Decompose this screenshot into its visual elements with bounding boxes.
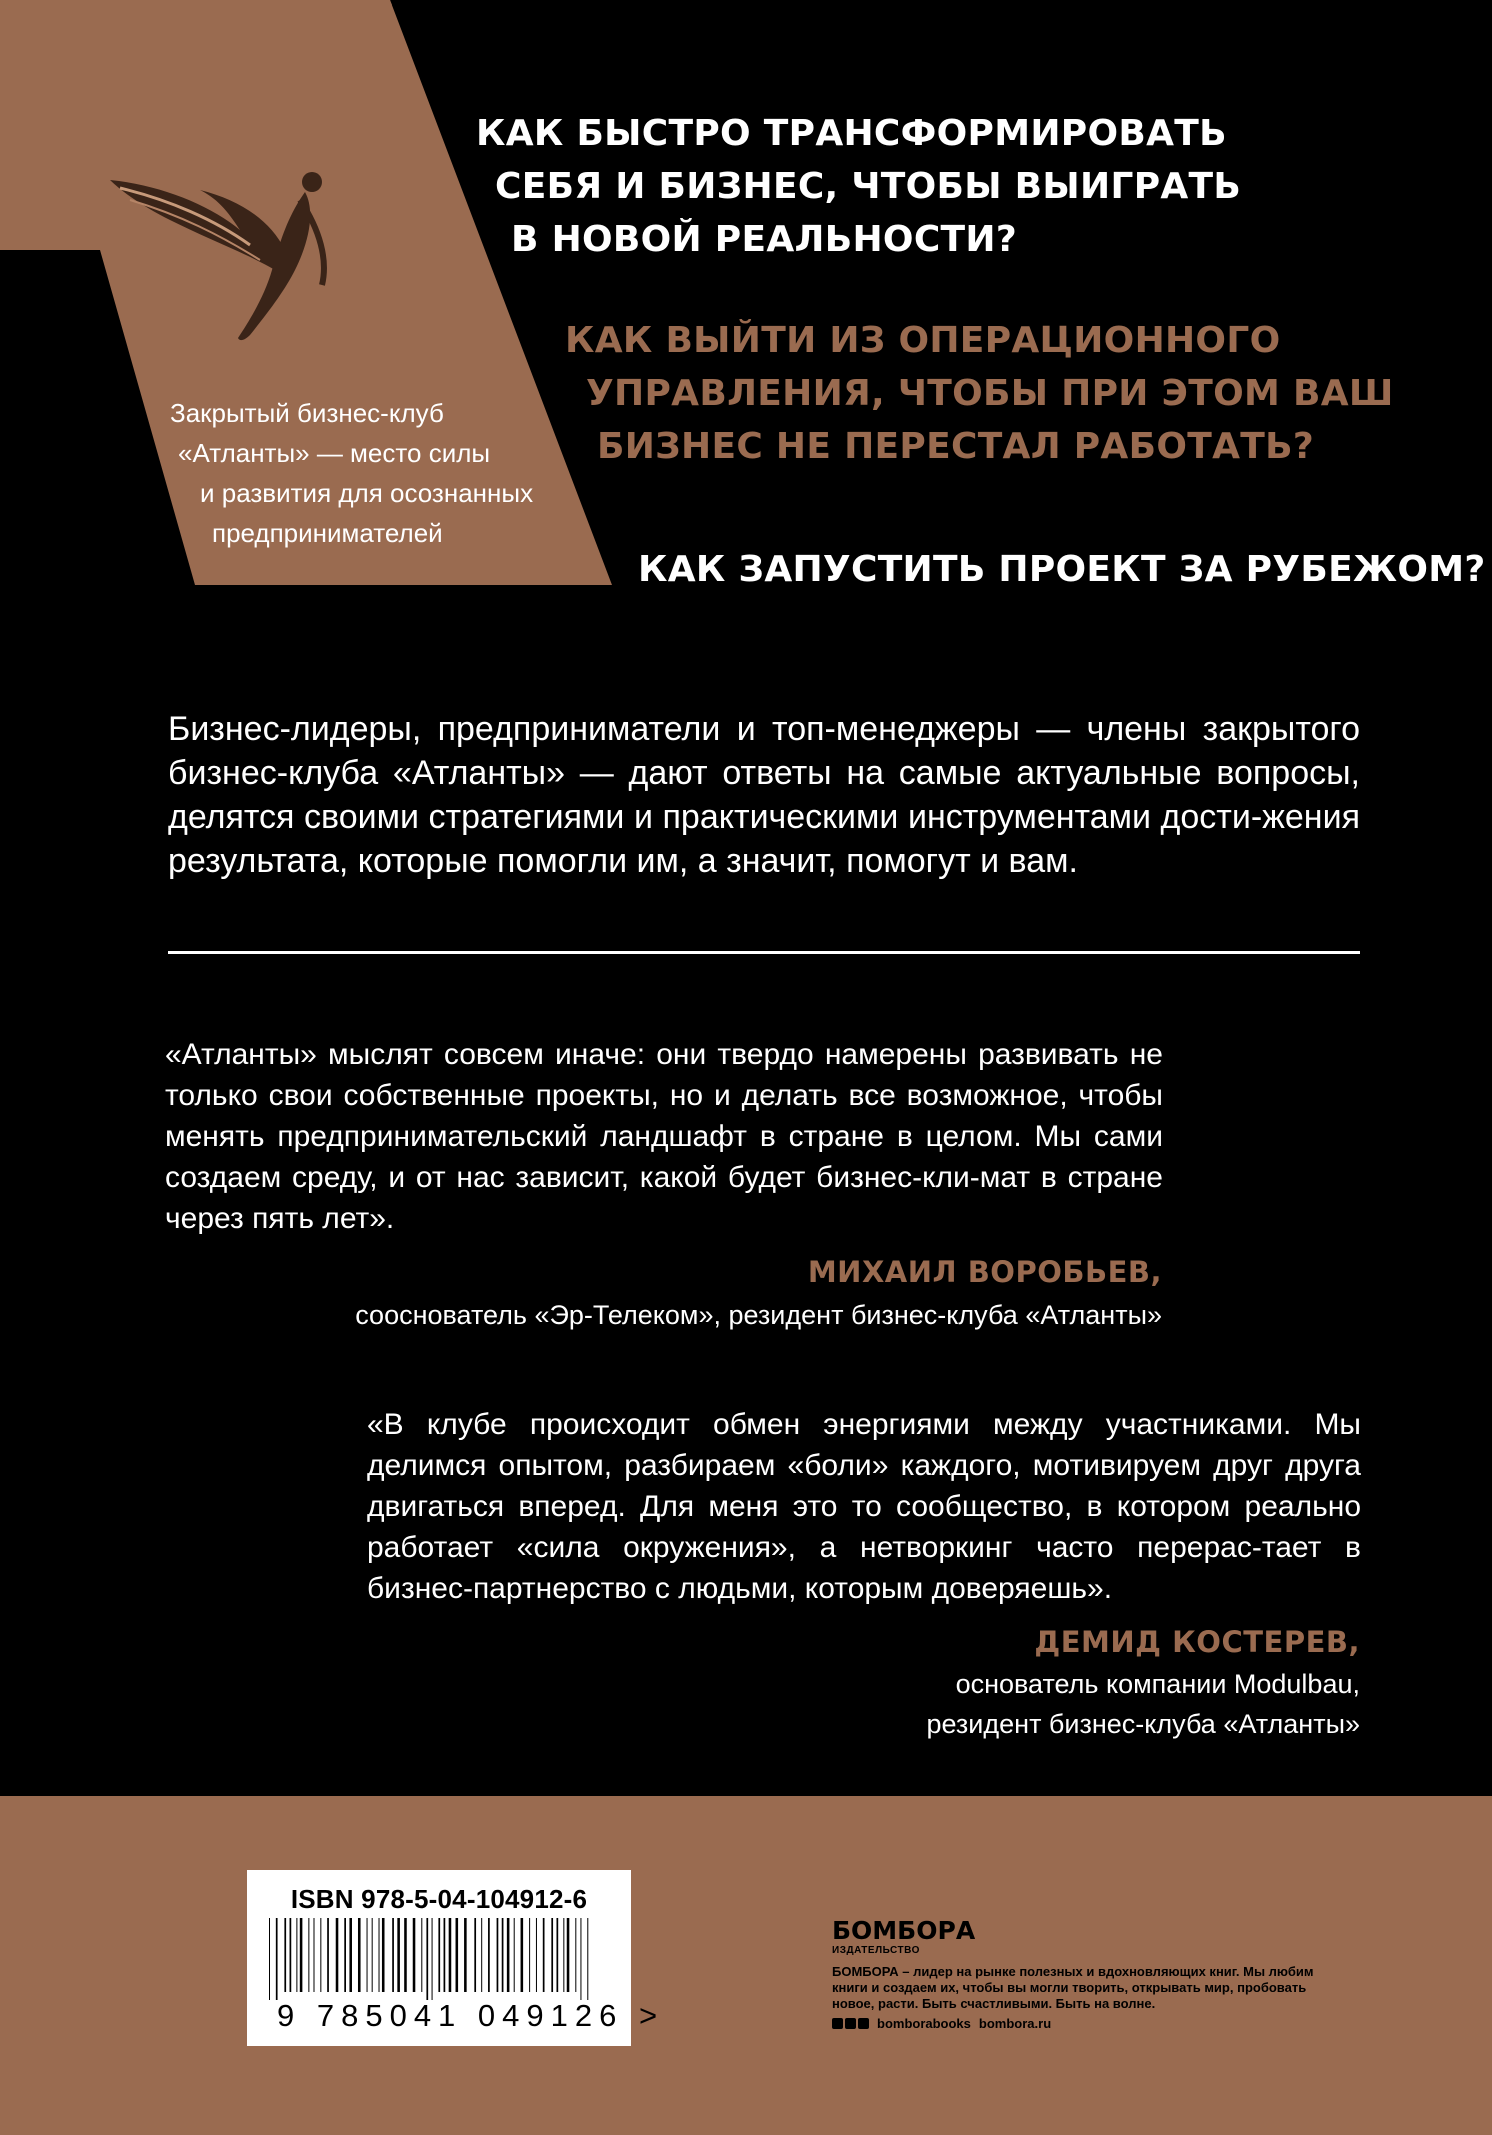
- quote-1-author: МИХАИЛ ВОРОБЬЕВ,: [807, 1255, 1162, 1289]
- question-2: [565, 314, 1394, 473]
- question-line: УПРАВЛЕНИЯ, ЧТОБЫ ПРИ ЭТОМ ВАШ: [586, 373, 1394, 414]
- divider: [168, 951, 1360, 954]
- barcode-bar: [556, 1918, 558, 1992]
- quote-2-text: «В клубе происходит обмен энергиями между участниками. Мы делимся опытом, разбираем «боли» каждого, мотивируем друг друга двигаться вперед. Для меня это то сообщество, в котором реально работает «сила окружения», а нетворкинг часто перерас-тает в бизнес-партнерство с людьми, которым доверяешь».: [367, 1408, 1361, 1605]
- intro-paragraph: Бизнес-лидеры, предприниматели и топ-менеджеры — члены закрытого бизнес-клуба «Атланты» — дают ответы на самые актуальные вопросы, делятся своими стратегиями и практическими инструментами дости-жения результата, которые помогли им, а значит, помогут и вам.: [168, 710, 1360, 880]
- youtube-icon: [845, 2018, 856, 2029]
- barcode-bar: [474, 1918, 476, 1992]
- barcode-bar: [308, 1918, 309, 1992]
- quote-2-role-line-1: основатель компании Modulbau,: [955, 1669, 1360, 1699]
- barcode-bar: [497, 1918, 499, 1992]
- barcode-bar: [529, 1918, 530, 1992]
- barcode-bar: [514, 1918, 515, 1992]
- question-3: [638, 543, 1486, 596]
- question-line: СЕБЯ И БИЗНЕС, ЧТОБЫ ВЫИГРАТЬ: [495, 166, 1242, 207]
- barcode-bar: [580, 1918, 581, 2000]
- barcode-bar: [432, 1918, 433, 2000]
- club-line: и развития для осознанных: [200, 478, 534, 508]
- barcode-bar: [481, 1918, 482, 1992]
- barcode-bar: [276, 1918, 278, 2000]
- barcode-bar: [507, 1918, 510, 1992]
- barcode-bar: [300, 1918, 303, 1992]
- quote-1-role: сооснователь «Эр-Телеком», резидент бизнес-клуба «Атланты»: [355, 1300, 1162, 1330]
- barcode-bar: [404, 1918, 407, 1992]
- barcode-bar: [392, 1918, 394, 1992]
- barcode-bar: [349, 1918, 352, 1992]
- vk-icon: [832, 2018, 843, 2029]
- barcode-bar: [426, 1918, 428, 2000]
- isbn-label: ISBN 978-5-04-104912-6: [290, 1884, 588, 1914]
- publisher-site[interactable]: bombora.ru: [978, 2016, 1052, 2031]
- barcode-bar: [421, 1918, 422, 1992]
- winged-figure-icon: [100, 160, 350, 360]
- barcode-bar: [336, 1918, 339, 1992]
- barcode-bar: [464, 1918, 467, 1992]
- barcode-bar: [269, 1918, 270, 2000]
- club-description: [0, 393, 610, 553]
- quote-2-role-line-2: резидент бизнес-клуба «Атланты»: [926, 1709, 1360, 1739]
- barcode-box: [247, 1870, 665, 2046]
- question-line: КАК ЗАПУСТИТЬ ПРОЕКТ ЗА РУБЕЖОМ?: [638, 549, 1486, 590]
- barcode-bar: [367, 1918, 368, 1992]
- barcode-bar: [587, 1918, 588, 2000]
- barcode-bar: [358, 1918, 361, 1992]
- barcode-bar: [284, 1918, 286, 1992]
- club-line: предпринимателей: [212, 518, 443, 548]
- barcode-bar: [563, 1918, 564, 1992]
- social-handle[interactable]: bomborabooks: [877, 2016, 971, 2031]
- barcode-bar: [488, 1918, 490, 1992]
- quote-1-text: «Атланты» мыслят совсем иначе: они твердо намерены развивать не только свои собственные проекты, но и делать все возможное, чтобы менять предпринимательский ландшафт в стране в целом. Мы сами создаем среду, и от нас зависит, какой будет бизнес-кли-мат в стране через пять лет».: [165, 1038, 1163, 1235]
- band-top: [0, 0, 392, 5]
- barcode-bar: [543, 1918, 545, 1992]
- barcode-bar: [521, 1918, 524, 1992]
- question-line: КАК БЫСТРО ТРАНСФОРМИРОВАТЬ: [476, 113, 1227, 154]
- barcode-bar: [327, 1918, 329, 1992]
- barcode-bar: [344, 1918, 346, 1992]
- barcode-bar: [413, 1918, 416, 1992]
- question-line: В НОВОЙ РЕАЛЬНОСТИ?: [511, 219, 1018, 260]
- barcode-bar: [438, 1918, 440, 1992]
- barcode-bar: [444, 1918, 446, 1992]
- telegram-icon: [858, 2018, 869, 2029]
- barcode-bar: [290, 1918, 292, 1992]
- publisher-name: БОМБОРА: [832, 1916, 976, 1945]
- barcode-bar: [575, 1918, 576, 1992]
- publisher-description: БОМБОРА – лидер на рынке полезных и вдохновляющих книг. Мы любим книги и создаем их, чтобы вы могли творить, открывать мир, пробовать новое, расти. Быть счастливыми. Быть на волне.: [832, 1964, 1314, 2011]
- social-icons: [832, 2018, 869, 2029]
- barcode-bar: [313, 1918, 314, 1992]
- publisher-links: [832, 2016, 1332, 2031]
- barcode-bar: [536, 1918, 537, 1992]
- barcode-bar: [449, 1918, 452, 1992]
- barcode-bar: [296, 1918, 297, 1992]
- question-1: [476, 107, 1241, 266]
- barcode-bar: [382, 1918, 385, 1992]
- barcode-bar: [551, 1918, 553, 1992]
- club-line: Закрытый бизнес-клуб: [170, 398, 444, 428]
- barcode-bar: [502, 1918, 504, 1992]
- club-line: «Атланты» — место силы: [178, 438, 491, 468]
- publisher-block: [832, 1918, 1332, 2031]
- question-line: КАК ВЫЙТИ ИЗ ОПЕРАЦИОННОГО: [565, 320, 1281, 361]
- barcode-bar: [397, 1918, 400, 1992]
- barcode-digits: 9 785041 049126 >: [277, 1998, 665, 2033]
- barcode-bar: [379, 1918, 380, 1992]
- barcode-bar: [320, 1918, 321, 1992]
- barcode-bar: [456, 1918, 459, 1992]
- publisher-subtitle: ИЗДАТЕЛЬСТВО: [832, 1945, 920, 1956]
- barcode-bar: [567, 1918, 570, 1992]
- barcode-bars: [269, 1918, 609, 2000]
- barcode-bar: [372, 1918, 373, 1992]
- quote-2-author: ДЕМИД КОСТЕРЕВ,: [1034, 1625, 1360, 1659]
- question-line: БИЗНЕС НЕ ПЕРЕСТАЛ РАБОТАТЬ?: [597, 426, 1315, 467]
